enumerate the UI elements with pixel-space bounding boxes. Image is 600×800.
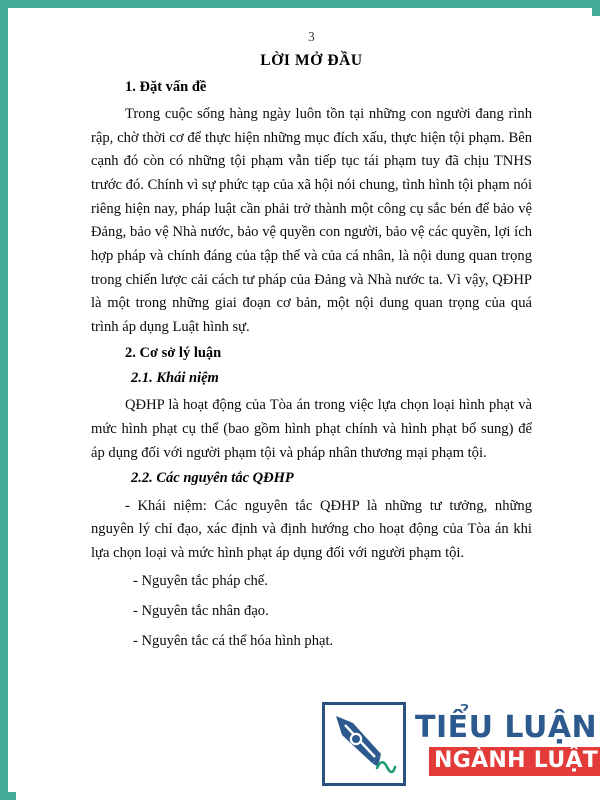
heading-2-1-khai-niem: 2.1. Khái niệm bbox=[131, 369, 219, 386]
brand-secondary-badge bbox=[429, 747, 600, 776]
list-item: - Nguyên tắc pháp chế. bbox=[133, 573, 268, 590]
brand-wordmark bbox=[415, 709, 600, 776]
paragraph-dat-van-de: Trong cuộc sống hàng ngày luôn tồn tại những con người đang rình rập, chờ thời cơ để thực hiện những mục đích xấu, thực hiện tội phạm. Bên cạnh đó còn có những tội phạm vẫn tiếp tục tái phạm tuy đã chịu TNHS trước đó. Chính vì sự phức tạp của xã hội nói chung, tình hình tội phạm nói riêng hiện nay, pháp luật cần phải trở thành một công cụ sắc bén để bảo vệ Đảng, bảo vệ Nhà nước, bảo vệ quyền con người, bảo vệ các quyền, lợi ích hợp pháp và chính đáng của tập thể và của cá nhân, là nội dung quan trọng trong chiến lược cải cách tư pháp của Đảng và Nhà nước ta. Vì vậy, QĐHP là một trong những giai đoạn cơ bản, một nội dung quan trọng của quá trình áp dụng Luật hình sự. bbox=[91, 106, 532, 335]
page-number: 3 bbox=[308, 29, 315, 44]
pen-nib-icon bbox=[322, 702, 406, 786]
heading-1-dat-van-de: 1. Đặt vấn đề bbox=[125, 78, 207, 95]
brand-logo bbox=[322, 698, 600, 790]
list-item: - Nguyên tắc nhân đạo. bbox=[133, 603, 269, 620]
brand-primary-text: TIỂU LUẬN bbox=[415, 709, 598, 745]
paragraph-khai-niem: QĐHP là hoạt động của Tòa án trong việc lựa chọn loại hình phạt và mức hình phạt cụ thể (bao gồm hình phạt chính và hình phạt bổ sung) để áp dụng đối với người phạm tội và pháp nhân thương mại phạm tội. bbox=[91, 397, 532, 461]
page-canvas bbox=[16, 16, 600, 800]
heading-2-2-cac-nguyen-tac: 2.2. Các nguyên tắc QĐHP bbox=[131, 470, 294, 487]
paragraph-nguyen-tac-khai-niem: - Khái niệm: Các nguyên tắc QĐHP là những tư tưởng, những nguyên lý chỉ đạo, xác định và định hướng cho hoạt động của Tòa án khi lựa chọn loại và mức hình phạt áp dụng đối với người phạm tội. bbox=[91, 497, 532, 561]
document-body bbox=[16, 16, 600, 659]
page-title: LỜI MỞ ĐẦU bbox=[260, 51, 363, 69]
list-item: - Nguyên tắc cá thể hóa hình phạt. bbox=[133, 632, 334, 649]
heading-2-co-so-ly-luan: 2. Cơ sở lý luận bbox=[125, 345, 222, 362]
brand-secondary-text: NGÀNH LUẬT bbox=[434, 747, 599, 773]
